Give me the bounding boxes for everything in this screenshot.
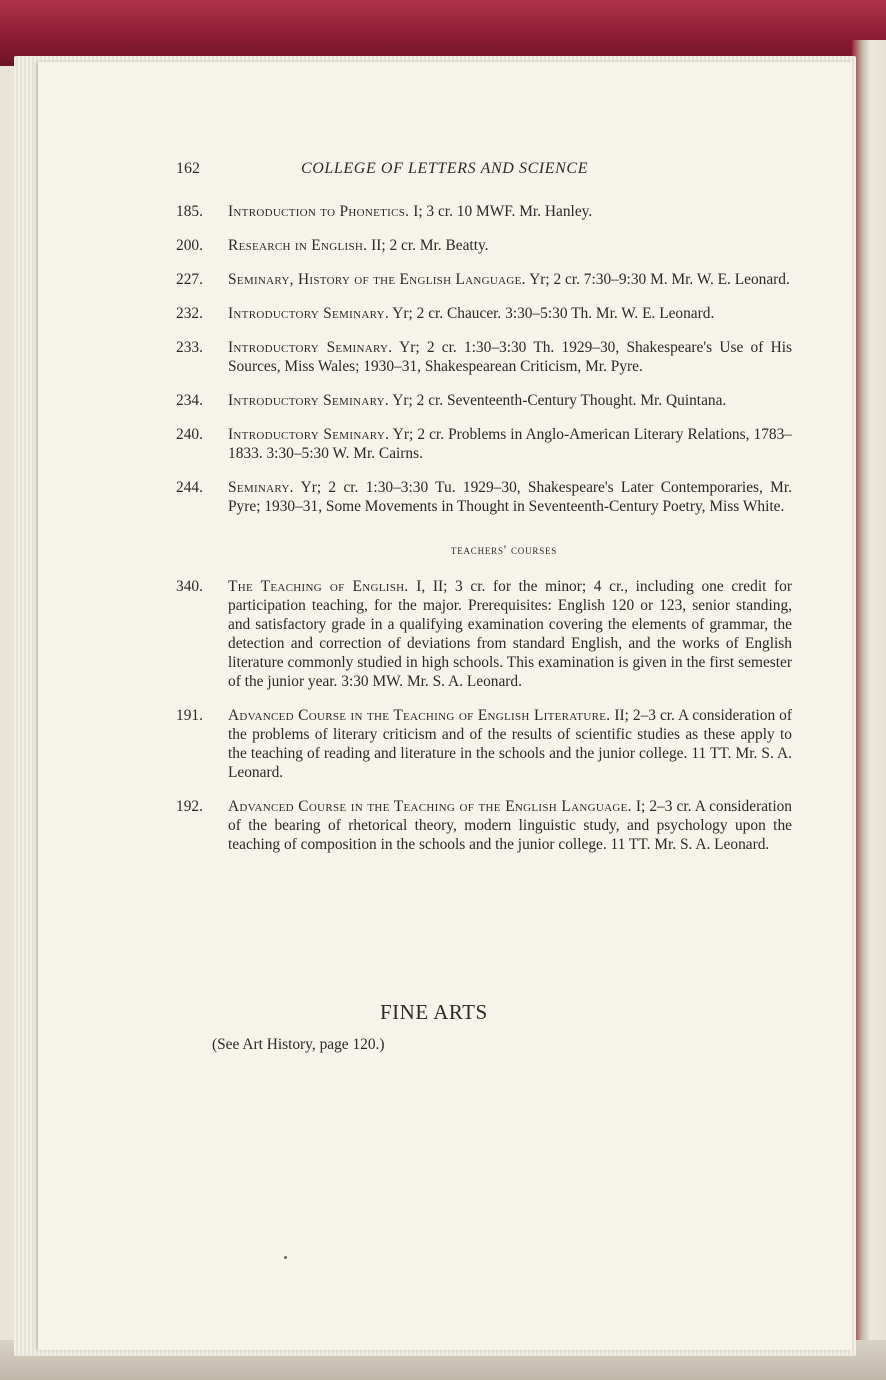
teachers-entries: [176, 577, 792, 854]
course-description: I; 2–3 cr. A consideration of the bearing of rhetorical theory, modern linguistic study, and psychology upon the teaching of composition in the schools and the junior college. 11 TT. Mr. S. A. Leonard.: [228, 798, 792, 853]
course-entry: [176, 304, 792, 323]
course-entry: [176, 270, 792, 289]
course-description: Yr; 2 cr. Chaucer. 3:30–5:30 Th. Mr. W. E. Leonard.: [392, 305, 715, 322]
course-description: I; 3 cr. 10 MWF. Mr. Hanley.: [413, 203, 593, 220]
teachers-courses-heading: teachers' courses: [450, 542, 558, 557]
course-title: Introduction to Phonetics.: [228, 203, 410, 220]
seminary-entries: [176, 202, 792, 516]
course-title: Advanced Course in the Teaching of the English Language.: [228, 798, 632, 815]
book-cover-edge: [852, 40, 886, 1340]
course-description: Yr; 2 cr. Seventeenth-Century Thought. Mr. Quintana.: [392, 392, 727, 409]
course-entry: [176, 478, 792, 516]
course-entry: [176, 706, 792, 782]
page-number: 162: [176, 160, 200, 177]
course-entry: [176, 577, 792, 691]
running-head: [176, 160, 676, 184]
course-number: 192.: [176, 798, 203, 815]
course-entry: [176, 236, 792, 255]
course-number: 185.: [176, 203, 203, 220]
course-title: Introductory Seminary.: [228, 305, 390, 322]
course-title: Introductory Seminary.: [228, 392, 390, 409]
course-list: [176, 202, 792, 869]
course-description: I, II; 3 cr. for the minor; 4 cr., including one credit for participation teaching, for the major. Prerequisites: English 120 or 123, senior standing, and satisfactory grade in a qualifying examination covering the elements of grammar, the detection and correction of deviations from standard English, and the works of English literature commonly studied in high schools. This examination is given in the first semester of the junior year. 3:30 MW. Mr. S. A. Leonard.: [228, 578, 792, 690]
course-number: 244.: [176, 479, 203, 496]
course-entry: [176, 797, 792, 854]
course-number: 232.: [176, 305, 203, 322]
course-number: 234.: [176, 392, 203, 409]
header-title: COLLEGE OF LETTERS AND SCIENCE: [301, 160, 589, 177]
course-title: The Teaching of English.: [228, 578, 409, 595]
course-description: Yr; 2 cr. 7:30–9:30 M. Mr. W. E. Leonard.: [529, 271, 790, 288]
course-number: 240.: [176, 426, 203, 443]
course-description: II; 2–3 cr. A consideration of the problems of literary criticism and of the results of scientific studies as these apply to the teaching of reading and literature in the schools and the junior college. 11 TT. Mr. S. A. Leonard.: [228, 707, 792, 781]
course-title: Introductory Seminary.: [228, 426, 390, 443]
course-title: Advanced Course in the Teaching of English Literature.: [228, 707, 611, 724]
fine-arts-note: (See Art History, page 120.): [212, 1036, 385, 1053]
course-entry: [176, 391, 792, 410]
course-entry: [176, 202, 792, 221]
course-description: Yr; 2 cr. 1:30–3:30 Th. 1929–30, Shakespeare's Use of His Sources, Miss Wales; 1930–31, Shakespearean Criticism, Mr. Pyre.: [228, 339, 792, 375]
course-title: Research in English.: [228, 237, 368, 254]
course-number: 227.: [176, 271, 203, 288]
course-number: 233.: [176, 339, 203, 356]
course-description: Yr; 2 cr. Problems in Anglo-American Literary Relations, 1783–1833. 3:30–5:30 W. Mr. Cairns.: [228, 426, 792, 462]
course-title: Introductory Seminary.: [228, 339, 393, 356]
course-entry: [176, 338, 792, 376]
page-speck: [284, 1256, 287, 1259]
course-entry: [176, 425, 792, 463]
course-description: II; 2 cr. Mr. Beatty.: [371, 237, 489, 254]
course-title: Seminary.: [228, 479, 294, 496]
course-number: 191.: [176, 707, 203, 724]
course-number: 340.: [176, 578, 203, 595]
course-number: 200.: [176, 237, 203, 254]
course-title: Seminary, History of the English Language.: [228, 271, 526, 288]
fine-arts-heading: FINE ARTS: [380, 1000, 488, 1024]
course-description: Yr; 2 cr. 1:30–3:30 Tu. 1929–30, Shakespeare's Later Contemporaries, Mr. Pyre; 1930–31, Some Movements in Thought in Seventeenth-Century Poetry, Miss White.: [228, 479, 792, 515]
